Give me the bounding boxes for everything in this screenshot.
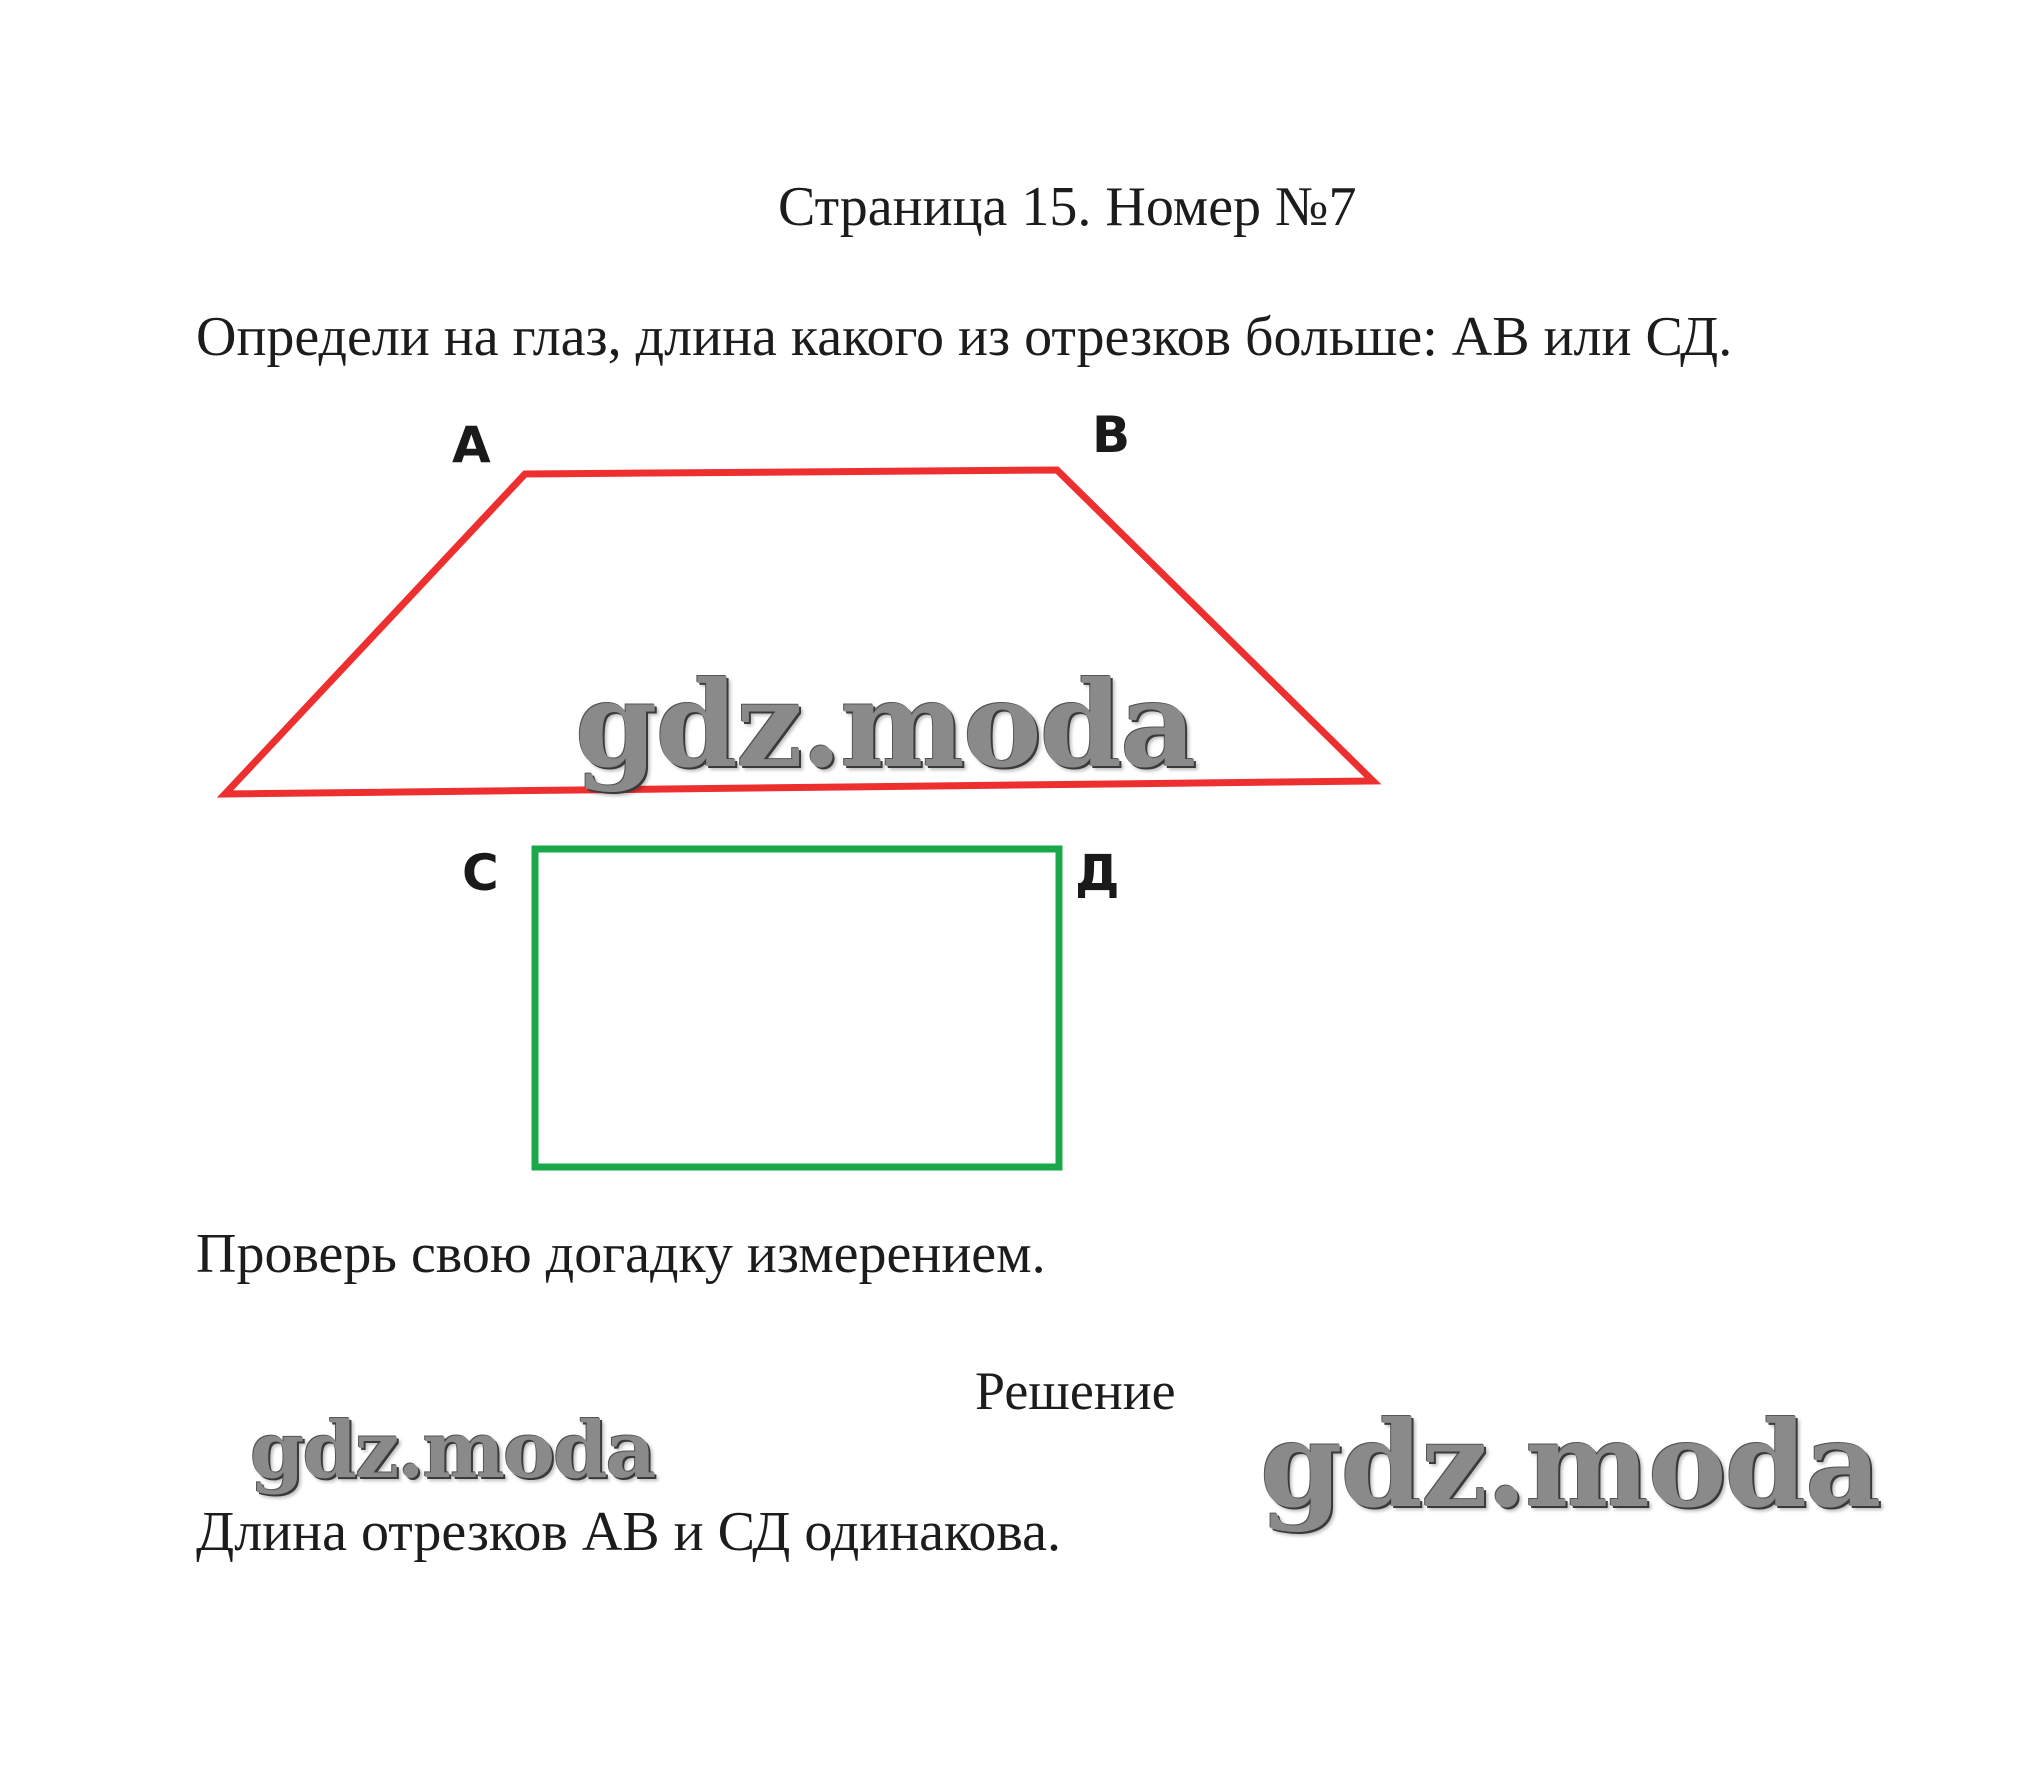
point-label-d: Д: [1075, 844, 1120, 902]
watermark-logo: gdz.moda: [1260, 1395, 1880, 1534]
point-label-a: А: [452, 416, 491, 474]
page-title: Страница 15. Номер №7: [778, 176, 1357, 238]
solution-answer: Длина отрезков АВ и СД одинакова.: [196, 1501, 1061, 1563]
watermark-logo: gdz.moda: [575, 655, 1195, 794]
solution-heading: Решение: [975, 1361, 1176, 1421]
rectangle-shape: [535, 849, 1059, 1167]
task-question: Определи на глаз, длина какого из отрезков больше: АВ или СД.: [196, 306, 1733, 368]
point-label-c: С: [462, 844, 499, 902]
point-label-b: В: [1092, 406, 1131, 464]
task-instruction: Проверь свою догадку измерением.: [196, 1223, 1046, 1285]
watermark-logo: gdz.moda: [250, 1405, 655, 1496]
